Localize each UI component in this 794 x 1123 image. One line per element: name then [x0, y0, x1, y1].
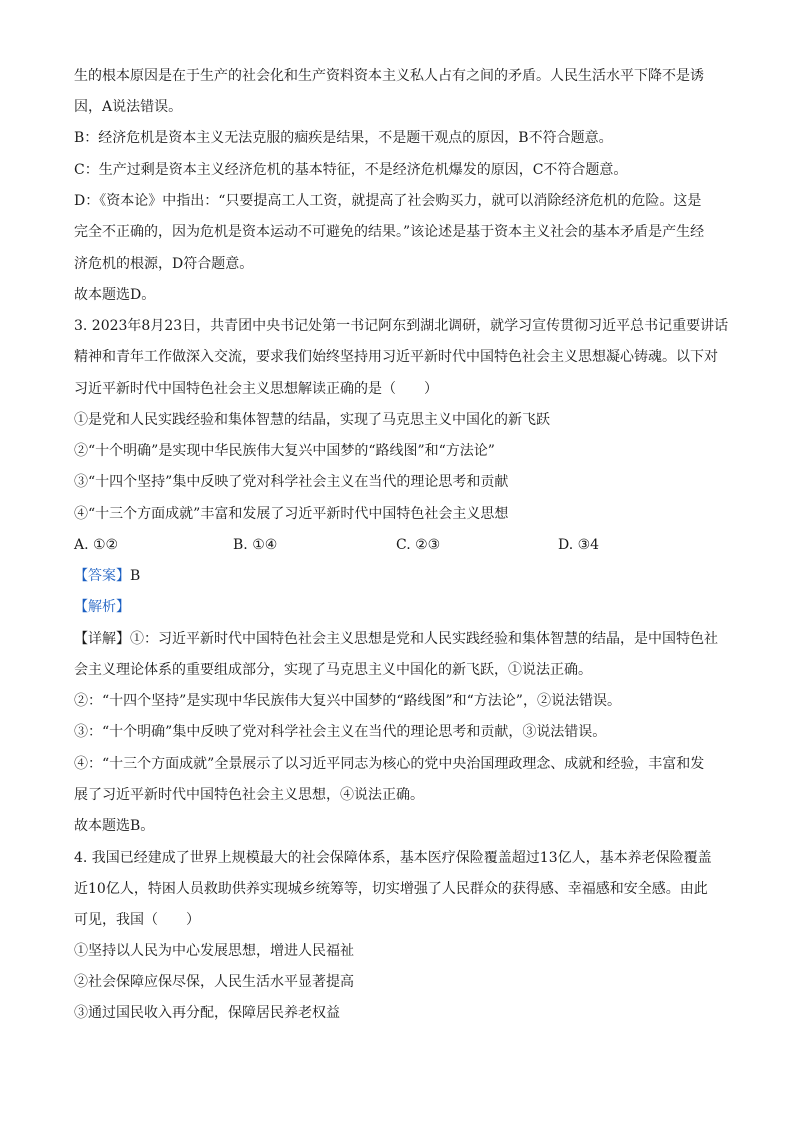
choice-b: B. ①④	[233, 537, 278, 553]
question-3-stem: 精神和青年工作做深入交流，要求我们始终坚持用习近平新时代中国特色社会主义思想凝心铸魂。以下对	[74, 349, 718, 365]
question-4-stem: 可见，我国（ ）	[74, 912, 200, 928]
conclusion-line: 故本题选B。	[74, 818, 155, 834]
choice-d: D. ③4	[558, 537, 600, 553]
detail-line	[74, 629, 718, 649]
question-4-statement: ③通过国民收入再分配，保障居民养老权益	[74, 1005, 340, 1021]
text-line: 因，A说法错误。	[74, 99, 183, 115]
question-3-stem: 3. 2023年8月23日，共青团中央书记处第一书记阿东到湖北调研，就学习宣传贯彻习近平总书记重要讲话	[74, 318, 729, 334]
text-line: 生的根本原因是在于生产的社会化和生产资料资本主义私人占有之间的矛盾。人民生活水平下降不是诱	[74, 68, 704, 84]
analysis-line	[74, 597, 130, 617]
analysis-tag: 【解析】	[74, 599, 130, 615]
detail-tag: 【详解】	[74, 631, 130, 647]
question-3-statement: ④“十三个方面成就”丰富和发展了习近平新时代中国特色社会主义思想	[74, 506, 509, 522]
conclusion-line: 故本题选D。	[74, 287, 156, 303]
text-line: D：《资本论》中指出：“只要提高工人工资，就提高了社会购买力，就可以消除经济危机的危险。这是	[74, 193, 702, 209]
answer-line	[74, 566, 140, 586]
text-line: 展了习近平新时代中国特色社会主义思想，④说法正确。	[74, 787, 424, 803]
question-3-statement: ①是党和人民实践经验和集体智慧的结晶，实现了马克思主义中国化的新飞跃	[74, 412, 550, 428]
choice-a: A. ①②	[74, 537, 119, 553]
text-line: ②：“十四个坚持”是实现中华民族伟大复兴中国梦的“路线图”和“方法论”，②说法错误。	[74, 693, 621, 709]
text-line: ④：“十三个方面成就”全景展示了以习近平同志为核心的党中央治国理政理念、成就和经验，丰富和发	[74, 756, 705, 772]
detail-text: ①：习近平新时代中国特色社会主义思想是党和人民实践经验和集体智慧的结晶，是中国特色社	[130, 631, 718, 647]
text-line: 完全不正确的，因为危机是资本运动不可避免的结果。”该论述是基于资本主义社会的基本矛盾是产生经	[74, 224, 705, 240]
choice-c: C. ②③	[396, 537, 441, 553]
question-4-stem: 4. 我国已经建成了世界上规模最大的社会保障体系，基本医疗保险覆盖超过13亿人，基本养老保险覆盖	[74, 850, 712, 866]
question-4-statement: ②社会保障应保尽保，人民生活水平显著提高	[74, 974, 354, 990]
question-4-statement: ①坚持以人民为中心发展思想，增进人民福祉	[74, 943, 354, 959]
text-line: C：生产过剩是资本主义经济危机的基本特征，不是经济危机爆发的原因，C不符合题意。	[74, 162, 628, 178]
answer-value: B	[130, 568, 141, 584]
question-3-statement: ③“十四个坚持”集中反映了党对科学社会主义在当代的理论思考和贡献	[74, 474, 509, 490]
text-line: 济危机的根源，D符合题意。	[74, 256, 254, 272]
text-line: 会主义理论体系的重要组成部分，实现了马克思主义中国化的新飞跃，①说法正确。	[74, 662, 592, 678]
text-line: B：经济危机是资本主义无法克服的痼疾是结果，不是题干观点的原因，B不符合题意。	[74, 130, 613, 146]
answer-tag: 【答案】	[74, 568, 130, 584]
question-4-stem: 近10亿人，特困人员救助供养实现城乡统筹等，切实增强了人民群众的获得感、幸福感和安全感。由此	[74, 881, 708, 897]
text-line: ③：“十个明确”集中反映了党对科学社会主义在当代的理论思考和贡献，③说法错误。	[74, 724, 607, 740]
question-3-statement: ②“十个明确”是实现中华民族伟大复兴中国梦的“路线图”和“方法论”	[74, 443, 495, 459]
question-3-stem: 习近平新时代中国特色社会主义思想解读正确的是（ ）	[74, 381, 438, 397]
